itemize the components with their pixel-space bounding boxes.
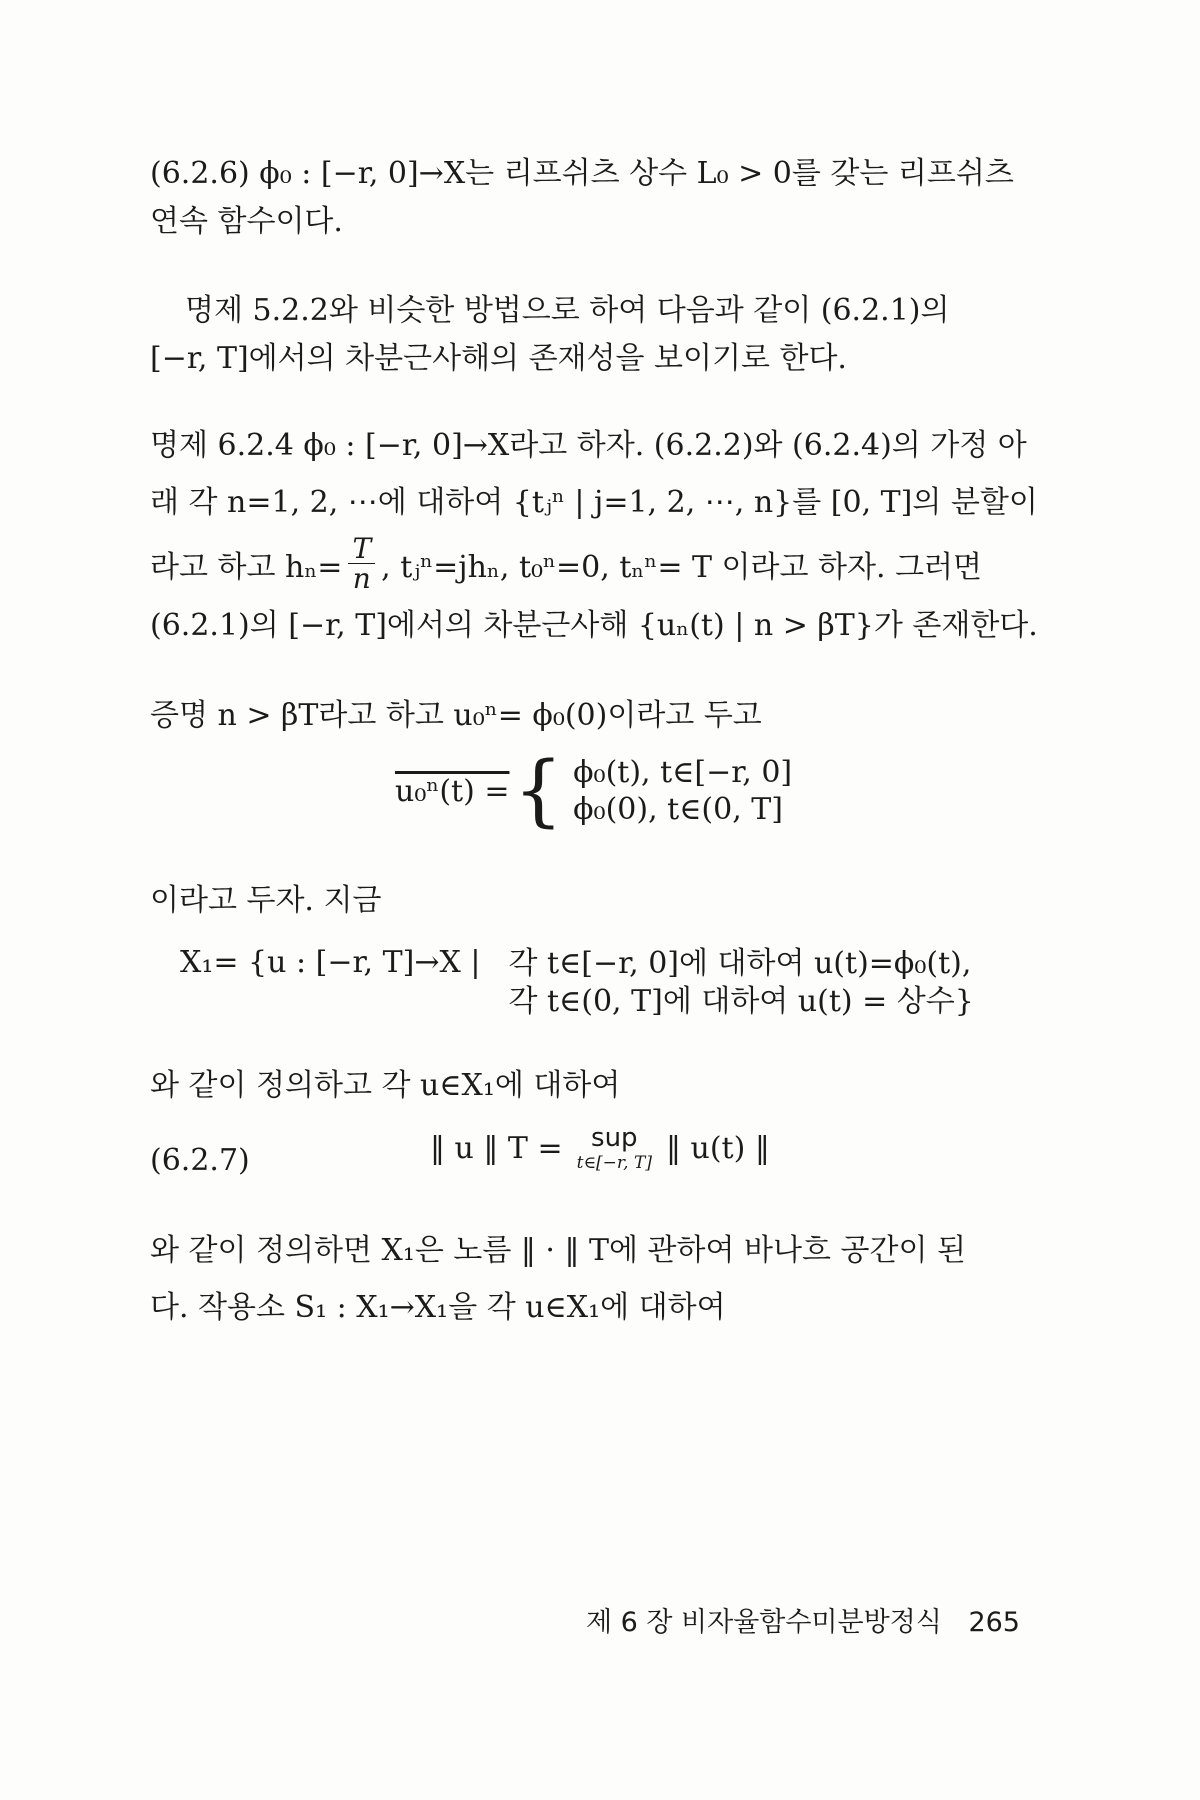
proposition-line1: 명제 6.2.4 ϕ₀ : [−r, 0]→X라고 하자. (6.2.2)와 (6.2.4)의 가정 아 (150, 428, 1027, 463)
equation-cases (573, 754, 792, 829)
set-definition-lhs: X₁= {u : [−r, T]→X | (180, 945, 481, 980)
proof-line4: 와 같이 정의하면 X₁은 노름 ‖ · ‖ T에 관하여 바나흐 공간이 된 (150, 1233, 966, 1268)
fraction-numerator: T (348, 534, 375, 564)
chapter-title: 제 6 장 비자율함수미분방정식 (585, 1607, 942, 1638)
condition-6-2-6-line1: (6.2.6) ϕ₀ : [−r, 0]→X는 리프쉬츠 상수 L₀ > 0를 갖는 리프쉬츠 (150, 156, 1014, 191)
proof-line5: 다. 작용소 S₁ : X₁→X₁을 각 u∈X₁에 대하여 (150, 1290, 726, 1325)
initial-function-equation (395, 746, 793, 836)
proposition-line2: 래 각 n=1, 2, ⋯에 대하여 {tⱼⁿ | j=1, 2, ⋯, n}를 [0, T]의 분할이 (150, 485, 1038, 520)
equation-lhs: u₀ⁿ(t) = (395, 773, 510, 809)
norm-equation-6-2-7 (430, 1125, 770, 1172)
norm-rhs: ‖ u(t) ‖ (665, 1131, 770, 1166)
sup-subscript: t∈[−r, T] (576, 1153, 652, 1173)
proof-line3: 와 같이 정의하고 각 u∈X₁에 대하여 (150, 1068, 621, 1103)
fraction-denominator: n (352, 562, 371, 596)
left-brace: { (513, 746, 564, 836)
proposition-line4: (6.2.1)의 [−r, T]에서의 차분근사해 {uₙ(t) | n > βT}가 존재한다. (150, 608, 1038, 643)
proposition-line3-start: 라고 하고 hₙ= (150, 549, 343, 585)
equation-case-1: ϕ₀(t), t∈[−r, 0] (573, 754, 793, 790)
set-definition-conditions (508, 945, 973, 1020)
proposition-line3 (150, 534, 982, 594)
set-condition-2: 각 t∈(0, T]에 대하여 u(t) = 상수} (508, 983, 974, 1019)
condition-6-2-6-line2: 연속 함수이다. (150, 204, 343, 239)
equation-case-2: ϕ₀(0), t∈(0, T] (573, 792, 783, 827)
equation-6-2-7-label: (6.2.7) (150, 1143, 250, 1178)
supremum-operator (577, 1125, 652, 1172)
set-condition-1: 각 t∈[−r, 0]에 대하여 u(t)=ϕ₀(t), (508, 946, 972, 981)
intro-paragraph-line2: [−r, T]에서의 차분근사해의 존재성을 보이기로 한다. (150, 341, 847, 376)
proof-line2: 이라고 두자. 지금 (150, 883, 382, 918)
norm-lhs: ‖ u ‖ T = (430, 1131, 563, 1166)
fraction-T-over-n (348, 534, 375, 594)
proposition-line3-end: , tⱼⁿ=jhₙ, t₀ⁿ=0, tₙⁿ= T 이라고 하자. 그러면 (381, 549, 983, 585)
page-footer (586, 1600, 1020, 1639)
page-number: 265 (968, 1607, 1020, 1638)
proof-line1: 증명 n > βT라고 하고 u₀ⁿ= ϕ₀(0)이라고 두고 (150, 698, 762, 733)
intro-paragraph-line1: 명제 5.2.2와 비슷한 방법으로 하여 다음과 같이 (6.2.1)의 (185, 293, 950, 328)
sup-label: sup (591, 1123, 638, 1153)
space-X1-definition (180, 945, 974, 1020)
